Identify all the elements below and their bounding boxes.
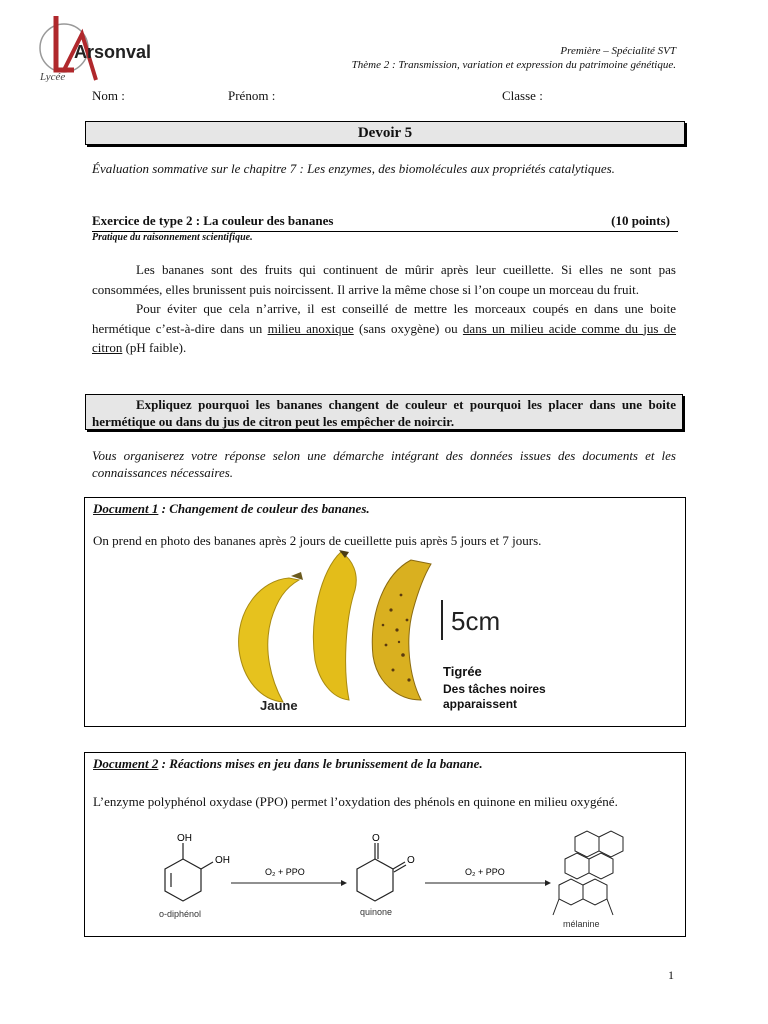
- mol-diphenol: o-diphénol: [159, 909, 202, 919]
- logo-text: Arsonval: [74, 42, 152, 62]
- doc2-title-text: : Réactions mises en jeu dans le brunissement de la banane.: [158, 756, 483, 771]
- exercise-subtitle: Pratique du raisonnement scientifique.: [92, 232, 253, 243]
- paragraph-2-part-b: (sans oxygène) ou: [353, 320, 463, 336]
- exercise-points: (10 points): [611, 213, 670, 228]
- level-text: Première – Spécialité SVT: [560, 45, 676, 57]
- theme-text: Thème 2 : Transmission, variation et expression du patrimoine génétique.: [351, 59, 676, 71]
- exercise-heading: [92, 213, 678, 232]
- doc1-title-text: : Changement de couleur des bananes.: [158, 501, 370, 516]
- header-info: [352, 44, 676, 72]
- reaction-diagram: [135, 829, 635, 935]
- label-jaune: Jaune: [260, 698, 298, 713]
- svg-text:O: O: [372, 833, 380, 844]
- tigree-desc-line2: apparaissent: [443, 697, 518, 711]
- paragraph-2-part-a: Pour éviter que cela n’arrive, il est conseillé de mettre les morceaux coupés en dans une boite hermétique c’est-à-dire dans un: [92, 301, 676, 336]
- school-logo: [34, 10, 154, 82]
- paragraph-2: [92, 299, 676, 358]
- label-tigree-desc: [443, 682, 546, 712]
- body-text: [92, 260, 676, 358]
- doc1-label: Document 1: [93, 501, 159, 516]
- mol-quinone: quinone: [360, 907, 393, 917]
- method-text: Vous organiserez votre réponse selon une démarche intégrant des données issues des documents et les connaissances nécessaires.: [92, 448, 676, 480]
- doc2-text: L’enzyme polyphénol oxydase (PPO) permet l’oxydation des phénols en quinone en milieu oxygéné.: [93, 794, 618, 809]
- scale-label: 5cm: [451, 606, 501, 636]
- intro-text: Évaluation sommative sur le chapitre 7 : Les enzymes, des biomolécules aux propriétés catalytiques.: [92, 161, 615, 176]
- underlined-acid: dans un milieu acide comme du jus de citron: [92, 320, 677, 355]
- doc1-text: On prend en photo des bananes après 2 jours de cueillette puis après 5 jours et 7 jours.: [93, 533, 542, 548]
- paragraph-2-part-c: (pH faible).: [122, 340, 187, 355]
- svg-text:O: O: [407, 855, 415, 866]
- tigree-desc-line1: Des tâches noires: [443, 682, 546, 696]
- classe-label: Classe :: [502, 88, 543, 103]
- doc2-title: [93, 756, 483, 772]
- underlined-anoxic: milieu anoxique: [267, 320, 354, 336]
- mol-melanine: mélanine: [563, 919, 600, 929]
- task-text: Expliquez pourquoi les bananes changent de couleur et pourquoi les placer dans une boite hermétique ou dans du jus de citron peut les empêcher de noircir.: [92, 397, 676, 429]
- oh-label-1: OH: [177, 833, 192, 844]
- exercise-title: Exercice de type 2 : La couleur des bananes: [92, 213, 334, 228]
- oh-label-2: OH: [215, 855, 230, 866]
- arrow1-label: O₂ + PPO: [265, 867, 305, 877]
- doc1-title: [93, 501, 370, 517]
- logo-small-text: Lycée: [40, 71, 66, 82]
- prenom-label: Prénom :: [228, 88, 276, 103]
- task-box: [85, 394, 683, 430]
- page-number: 1: [668, 968, 674, 982]
- scale-bar: [441, 600, 443, 640]
- doc2-label: Document 2: [93, 756, 159, 771]
- nom-label: Nom :: [92, 88, 125, 103]
- label-tigree: Tigrée: [443, 664, 482, 679]
- document-1: [84, 497, 686, 727]
- page-title: Devoir 5: [85, 121, 685, 145]
- paragraph-1: Les bananes sont des fruits qui continuent de mûrir après leur cueillette. Si elles ne sont pas consommées, elles brunissent puis noircissent. Il arrive la même chose si l’on coupe un morceau du fruit.: [92, 262, 676, 297]
- document-2: [84, 752, 686, 937]
- arrow2-label: O₂ + PPO: [465, 867, 505, 877]
